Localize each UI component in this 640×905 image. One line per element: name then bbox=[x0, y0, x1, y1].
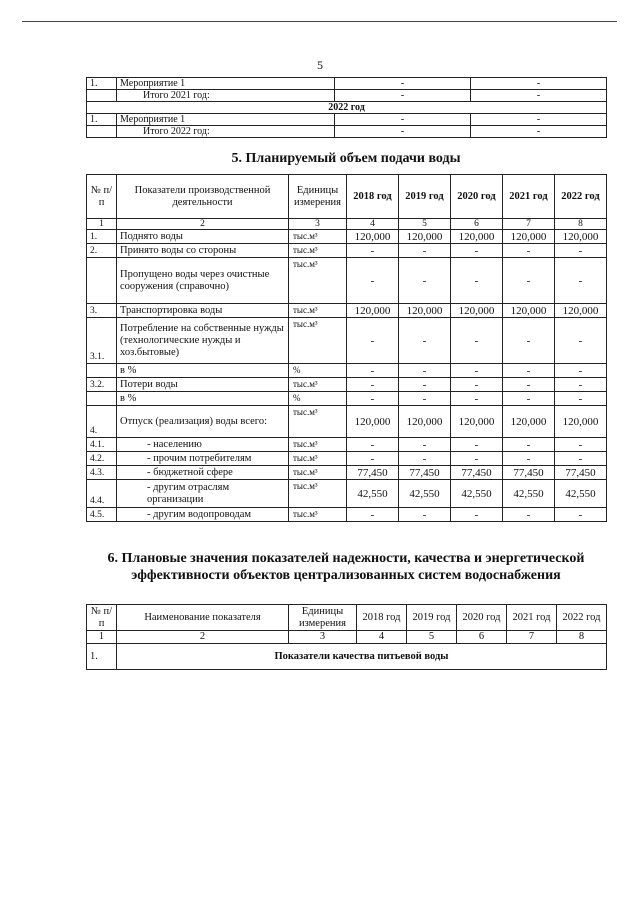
row-number: 3.2. bbox=[87, 378, 117, 392]
year-value: - bbox=[555, 452, 607, 466]
year-value: 120,000 bbox=[503, 230, 555, 244]
year-value: 120,000 bbox=[451, 304, 503, 318]
row-number: 1. bbox=[87, 644, 117, 670]
header-unit: Единицы измерения bbox=[289, 605, 357, 631]
cell-value: - bbox=[335, 114, 471, 126]
table-row bbox=[87, 364, 607, 378]
unit-cell: тыс.м³ bbox=[289, 508, 347, 522]
cell-value: - bbox=[471, 114, 607, 126]
column-index: 3 bbox=[289, 631, 357, 644]
year-value: 42,550 bbox=[555, 480, 607, 508]
year-value: - bbox=[347, 452, 399, 466]
row-number: 2. bbox=[87, 244, 117, 258]
year-value: 42,550 bbox=[451, 480, 503, 508]
row-number: 4.3. bbox=[87, 466, 117, 480]
year-value: 120,000 bbox=[451, 406, 503, 438]
year-value: 120,000 bbox=[399, 406, 451, 438]
year-value: - bbox=[555, 258, 607, 304]
year-value: 42,550 bbox=[347, 480, 399, 508]
year-value: - bbox=[555, 318, 607, 364]
year-value: - bbox=[555, 438, 607, 452]
year-value: 77,450 bbox=[451, 466, 503, 480]
year-value: 120,000 bbox=[503, 406, 555, 438]
table-row bbox=[87, 90, 607, 102]
unit-cell: тыс.м³ bbox=[289, 230, 347, 244]
column-index: 6 bbox=[451, 219, 503, 230]
row-number: 4.1. bbox=[87, 438, 117, 452]
column-index: 1 bbox=[87, 631, 117, 644]
header-year: 2020 год bbox=[451, 175, 503, 219]
column-index: 6 bbox=[457, 631, 507, 644]
year-value: - bbox=[451, 318, 503, 364]
year-value: - bbox=[451, 508, 503, 522]
year-header: 2022 год bbox=[87, 102, 607, 114]
column-index: 3 bbox=[289, 219, 347, 230]
year-header-row bbox=[87, 102, 607, 114]
year-value: - bbox=[555, 364, 607, 378]
reliability-indicators-table bbox=[86, 604, 607, 670]
year-value: - bbox=[399, 392, 451, 406]
year-value: - bbox=[503, 258, 555, 304]
row-number bbox=[87, 392, 117, 406]
row-number bbox=[87, 364, 117, 378]
table-row bbox=[87, 114, 607, 126]
row-number: 1. bbox=[87, 230, 117, 244]
header-year: 2022 год bbox=[557, 605, 607, 631]
table-row bbox=[87, 318, 607, 364]
group-title: Показатели качества питьевой воды bbox=[117, 644, 607, 670]
table-row bbox=[87, 230, 607, 244]
indicator-name: Поднято воды bbox=[117, 230, 289, 244]
column-index: 7 bbox=[507, 631, 557, 644]
indicator-name: Потери воды bbox=[117, 378, 289, 392]
cell-value: - bbox=[471, 126, 607, 138]
indicator-name: - другим водопроводам bbox=[117, 508, 289, 522]
header-year: 2019 год bbox=[399, 175, 451, 219]
year-value: - bbox=[451, 258, 503, 304]
year-value: - bbox=[451, 364, 503, 378]
row-number: 4.2. bbox=[87, 452, 117, 466]
table-row bbox=[87, 438, 607, 452]
table-row bbox=[87, 508, 607, 522]
year-value: 120,000 bbox=[503, 304, 555, 318]
year-value: - bbox=[347, 438, 399, 452]
column-index: 8 bbox=[555, 219, 607, 230]
header-num: № п/п bbox=[87, 605, 117, 631]
page-number: 5 bbox=[317, 58, 323, 72]
year-value: 120,000 bbox=[347, 406, 399, 438]
column-index: 1 bbox=[87, 219, 117, 230]
table-row bbox=[87, 126, 607, 138]
year-value: - bbox=[347, 392, 399, 406]
table-row bbox=[87, 392, 607, 406]
water-supply-table bbox=[86, 174, 607, 522]
unit-cell: тыс.м³ bbox=[289, 304, 347, 318]
year-value: - bbox=[399, 244, 451, 258]
row-number: 4.5. bbox=[87, 508, 117, 522]
header-year: 2019 год bbox=[407, 605, 457, 631]
year-value: - bbox=[503, 452, 555, 466]
year-value: 42,550 bbox=[399, 480, 451, 508]
indicator-name: Отпуск (реализация) воды всего: bbox=[117, 406, 289, 438]
year-value: 120,000 bbox=[451, 230, 503, 244]
column-index: 5 bbox=[399, 219, 451, 230]
unit-cell: тыс.м³ bbox=[289, 438, 347, 452]
table-row bbox=[87, 406, 607, 438]
row-number: 1. bbox=[87, 78, 117, 90]
header-year: 2018 год bbox=[357, 605, 407, 631]
year-value: 77,450 bbox=[503, 466, 555, 480]
year-value: - bbox=[451, 438, 503, 452]
year-value: 77,450 bbox=[347, 466, 399, 480]
year-value: - bbox=[347, 364, 399, 378]
unit-cell: % bbox=[289, 364, 347, 378]
header-year: 2021 год bbox=[507, 605, 557, 631]
header-year: 2022 год bbox=[555, 175, 607, 219]
year-value: 120,000 bbox=[347, 230, 399, 244]
year-value: - bbox=[555, 378, 607, 392]
header-num: № п/п bbox=[87, 175, 117, 219]
column-index: 8 bbox=[557, 631, 607, 644]
year-value: - bbox=[503, 364, 555, 378]
year-value: 120,000 bbox=[555, 304, 607, 318]
prev-events-table bbox=[86, 77, 607, 138]
unit-cell: тыс.м³ bbox=[289, 452, 347, 466]
year-value: - bbox=[451, 378, 503, 392]
cell-value: - bbox=[335, 78, 471, 90]
cell-value: - bbox=[471, 90, 607, 102]
table-row bbox=[87, 466, 607, 480]
table-row bbox=[87, 644, 607, 670]
event-name: Мероприятие 1 bbox=[117, 78, 335, 90]
year-value: - bbox=[399, 258, 451, 304]
column-index-row bbox=[87, 631, 607, 644]
year-value: - bbox=[347, 318, 399, 364]
year-value: - bbox=[347, 258, 399, 304]
table-row bbox=[87, 258, 607, 304]
indicator-name: Транспортировка воды bbox=[117, 304, 289, 318]
total-label: Итого 2022 год: bbox=[117, 126, 335, 138]
unit-cell: тыс.м³ bbox=[289, 258, 347, 304]
year-value: - bbox=[503, 378, 555, 392]
year-value: - bbox=[555, 392, 607, 406]
indicator-name: - прочим потребителям bbox=[117, 452, 289, 466]
year-value: - bbox=[451, 392, 503, 406]
water-supply-body bbox=[87, 230, 607, 522]
unit-cell: тыс.м³ bbox=[289, 318, 347, 364]
year-value: - bbox=[347, 378, 399, 392]
table-row bbox=[87, 78, 607, 90]
table-row bbox=[87, 304, 607, 318]
row-number bbox=[87, 258, 117, 304]
row-number: 1. bbox=[87, 114, 117, 126]
table-row bbox=[87, 244, 607, 258]
unit-cell: тыс.м³ bbox=[289, 406, 347, 438]
year-value: 120,000 bbox=[555, 230, 607, 244]
year-value: 77,450 bbox=[555, 466, 607, 480]
year-value: - bbox=[347, 508, 399, 522]
column-index: 4 bbox=[357, 631, 407, 644]
indicator-name: Пропущено воды через очистные сооружения (справочно) bbox=[117, 258, 289, 304]
row-number: 3.1. bbox=[87, 318, 117, 364]
year-value: 120,000 bbox=[399, 304, 451, 318]
header-unit: Единицы измерения bbox=[289, 175, 347, 219]
year-value: - bbox=[503, 244, 555, 258]
column-index: 2 bbox=[117, 631, 289, 644]
year-value: 120,000 bbox=[347, 304, 399, 318]
total-label: Итого 2021 год: bbox=[117, 90, 335, 102]
header-row bbox=[87, 605, 607, 631]
header-year: 2018 год bbox=[347, 175, 399, 219]
indicator-name: - другим отраслям организации bbox=[117, 480, 289, 508]
row-number: 3. bbox=[87, 304, 117, 318]
row-number bbox=[87, 90, 117, 102]
year-value: - bbox=[555, 508, 607, 522]
row-number bbox=[87, 126, 117, 138]
column-index-row bbox=[87, 219, 607, 230]
year-value: - bbox=[399, 378, 451, 392]
section-5-title: 5. Планируемый объем подачи воды bbox=[231, 151, 461, 166]
year-value: - bbox=[503, 392, 555, 406]
column-index: 5 bbox=[407, 631, 457, 644]
header-row bbox=[87, 175, 607, 219]
unit-cell: тыс.м³ bbox=[289, 466, 347, 480]
cell-value: - bbox=[335, 90, 471, 102]
year-value: 42,550 bbox=[503, 480, 555, 508]
year-value: - bbox=[451, 244, 503, 258]
year-value: 120,000 bbox=[555, 406, 607, 438]
column-index: 7 bbox=[503, 219, 555, 230]
table-row bbox=[87, 480, 607, 508]
header-indicator: Показатели производственной деятельности bbox=[117, 175, 289, 219]
unit-cell: тыс.м³ bbox=[289, 480, 347, 508]
year-value: 77,450 bbox=[399, 466, 451, 480]
column-index: 2 bbox=[117, 219, 289, 230]
table-row bbox=[87, 378, 607, 392]
indicator-name: в % bbox=[117, 392, 289, 406]
indicator-name: - бюджетной сфере bbox=[117, 466, 289, 480]
unit-cell: тыс.м³ bbox=[289, 244, 347, 258]
column-index: 4 bbox=[347, 219, 399, 230]
top-rule bbox=[22, 21, 617, 22]
indicator-name: Потребление на собственные нужды (технологические нужды и хоз.бытовые) bbox=[117, 318, 289, 364]
year-value: - bbox=[399, 438, 451, 452]
year-value: 120,000 bbox=[399, 230, 451, 244]
year-value: - bbox=[555, 244, 607, 258]
year-value: - bbox=[451, 452, 503, 466]
row-number: 4.4. bbox=[87, 480, 117, 508]
unit-cell: % bbox=[289, 392, 347, 406]
indicator-name: Принято воды со стороны bbox=[117, 244, 289, 258]
year-value: - bbox=[503, 508, 555, 522]
section-6-title: 6. Плановые значения показателей надежности, качества и энергетической эффективности объектов централизованных систем водоснабжения bbox=[107, 551, 585, 583]
indicator-name: - населению bbox=[117, 438, 289, 452]
header-year: 2020 год bbox=[457, 605, 507, 631]
row-number: 4. bbox=[87, 406, 117, 438]
year-value: - bbox=[399, 318, 451, 364]
year-value: - bbox=[503, 318, 555, 364]
year-value: - bbox=[399, 508, 451, 522]
cell-value: - bbox=[471, 78, 607, 90]
year-value: - bbox=[503, 438, 555, 452]
header-year: 2021 год bbox=[503, 175, 555, 219]
indicator-name: в % bbox=[117, 364, 289, 378]
table-row bbox=[87, 452, 607, 466]
year-value: - bbox=[347, 244, 399, 258]
event-name: Мероприятие 1 bbox=[117, 114, 335, 126]
year-value: - bbox=[399, 364, 451, 378]
cell-value: - bbox=[335, 126, 471, 138]
unit-cell: тыс.м³ bbox=[289, 378, 347, 392]
year-value: - bbox=[399, 452, 451, 466]
header-indicator: Наименование показателя bbox=[117, 605, 289, 631]
